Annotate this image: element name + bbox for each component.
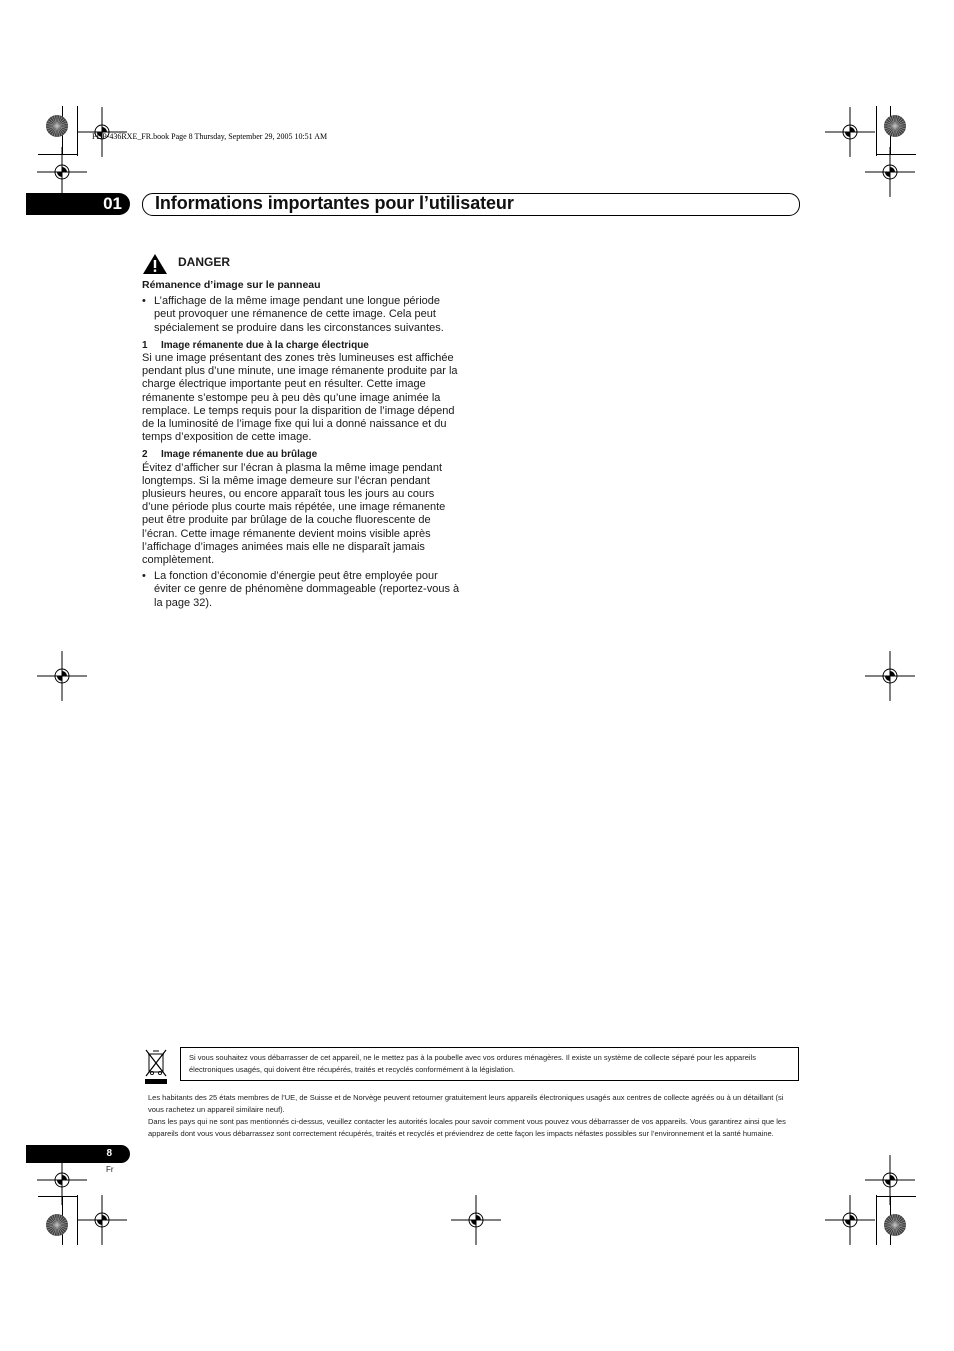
chapter-title-bar [142, 193, 800, 216]
numbered-heading-1 [142, 339, 464, 352]
numbered-heading-2 [142, 448, 464, 461]
bullet-item: • L’affichage de la même image pendant une longue période peut provoquer une rémanence de cette image. Cela peut spécialement se produire dans les circonstances suivantes. [142, 295, 464, 335]
registration-crosshair-icon [865, 651, 915, 701]
registration-crosshair-icon [37, 147, 87, 197]
danger-heading [142, 250, 464, 276]
chapter-number-badge [26, 193, 130, 215]
disposal-details [148, 1092, 798, 1140]
disposal-paragraph: Dans les pays qui ne sont pas mentionnés ci-dessus, veuillez contacter les autorités locales pour savoir comment vous pouvez vous débarrasser de vos appareils. Vous garantirez ainsi que les appareils dont vous vous débarrassez sont correctement récupérés, traités et recyclés et préviendrez de cette façon les impacts néfastes possibles sur l’environnement et la santé humaine. [148, 1117, 786, 1138]
chapter-number: 01 [103, 194, 122, 213]
main-column [142, 250, 464, 613]
section-heading: Rémanence d’image sur le panneau [142, 279, 321, 291]
page-number-badge [26, 1145, 130, 1163]
paragraph: Évitez d’afficher sur l’écran à plasma la même image pendant longtemps. Si la même image demeure sur l’écran pendant plusieurs heures, ou encore apparaît tous les jours au cours d’une période plus courte mais répétée, une image rémanente peut être produite par brûlage de la couche fluorescente de l’écran. Cette image rémanente devient moins visible après l’affichage d’images animées mais elle ne disparaît jamais complètement. [142, 461, 446, 567]
book-info-line: PDP-436RXE_FR.book Page 8 Thursday, September 29, 2005 10:51 AM [92, 132, 328, 141]
crossed-bin-icon [144, 1048, 168, 1084]
bullet-item: • La fonction d’économie d’énergie peut être employée pour éviter ce genre de phénomène dommageable (reportez-vous à la page 32). [142, 570, 464, 610]
paragraph: Si une image présentant des zones très lumineuses est affichée pendant plus d’une minute, une image rémanente produite par la charge électrique importante peut en résulter. Cette image rémanente s’estompe peu à peu dès qu’une image animée la remplace. Le temps requis pour la disparition de l’image dépend de la luminosité de l’image fixe qui lui a donné naissance et du temps d’exposition de cette image. [142, 352, 458, 444]
registration-crosshair-icon [37, 651, 87, 701]
registration-sunburst-icon [45, 1213, 69, 1237]
warning-triangle-icon [142, 253, 168, 275]
registration-crosshair-icon [865, 1155, 915, 1205]
item-number: 2 [142, 449, 148, 461]
registration-sunburst-icon [883, 1213, 907, 1237]
language-code: Fr [106, 1165, 114, 1174]
item-title: Image rémanente due au brûlage [161, 449, 318, 461]
danger-label: DANGER [178, 255, 231, 269]
disposal-notice-box [180, 1047, 799, 1081]
registration-crosshair-icon [865, 147, 915, 197]
chapter-title: Informations importantes pour l’utilisateur [155, 193, 514, 213]
registration-crosshair-icon [451, 1195, 501, 1245]
registration-sunburst-icon [883, 114, 907, 138]
registration-sunburst-icon [45, 114, 69, 138]
disposal-notice-text: Si vous souhaitez vous débarrasser de cet appareil, ne le mettez pas à la poubelle avec vos ordures ménagères. Il existe un système de collecte séparé pour les appareils électroniques usagés, qui doivent être récupérés, traités et recyclés conformément à la législation. [189, 1053, 756, 1074]
page-number: 8 [106, 1148, 112, 1159]
disposal-paragraph: Les habitants des 25 états membres de l’UE, de Suisse et de Norvège peuvent retourner gratuitement leurs appareils électroniques usagés aux centres de collecte agréés ou à un détaillant (si vous rachetez un appareil similaire neuf). [148, 1093, 784, 1114]
item-title: Image rémanente due à la charge électrique [161, 339, 369, 351]
item-number: 1 [142, 339, 148, 351]
